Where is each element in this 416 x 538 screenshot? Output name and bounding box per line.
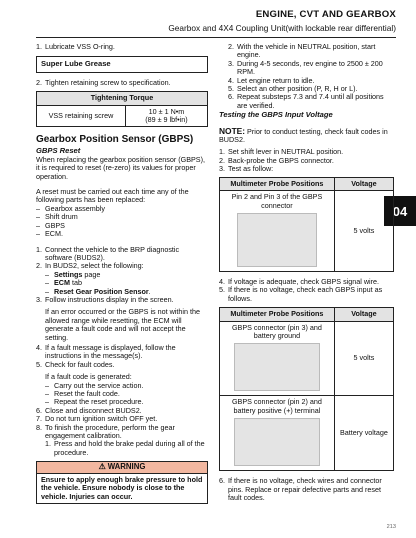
probe-table-2 [219, 307, 394, 471]
step-test: 3. Test as follow: [219, 164, 274, 174]
voltage-cell: 5 volts [334, 321, 393, 396]
voltage-cell: 5 volts [334, 191, 393, 272]
fault-action-item: – Reset the fault code. [45, 389, 120, 398]
probe-cell: Pin 2 and Pin 3 of the GBPS connector [220, 191, 335, 272]
torque-value: 10 ± 1 N•m (89 ± 9 lbf•in) [125, 105, 207, 127]
gbps-reset-subtitle: GBPS Reset [36, 146, 81, 156]
connector-photo [237, 213, 317, 267]
grease-box: Super Lube Grease [36, 56, 208, 72]
substep-select-position: 5. Select an other position (P, R, H or L). [228, 84, 358, 94]
right-column [219, 43, 394, 502]
connector-photo [234, 418, 320, 466]
torque-header: Tightening Torque [37, 92, 208, 105]
section-subtitle: Gearbox and 4X4 Coupling Unit(with lockable rear differential) [168, 23, 396, 33]
step-check-wires: 6. If there is no voltage, check wires and connector pins. Replace or repair defective parts and reset fault codes. [219, 476, 382, 502]
probe-positions-header: Multimeter Probe Positions [220, 308, 335, 321]
substep-repeat: 6. Repeat substeps 7.3 and 7.4 until all positions are verified. [228, 92, 384, 110]
test-gbps-title: Testing the GBPS Input Voltage [219, 110, 333, 120]
error-note: If an error occurred or the GBPS is not within the allowed range while resetting, the ECM will generate a fault code and will not accept the setting. [45, 307, 201, 342]
step-connect: 1. Connect the vehicle to the BRP diagnostic software (BUDS2). [36, 244, 180, 262]
probe-cell: GBPS connector (pin 3) and battery ground [220, 321, 335, 396]
selection-item: – ECM tab [45, 278, 82, 288]
step-ignition: 7. Do not turn ignition switch OFF yet. [36, 414, 158, 424]
header-rule [36, 37, 396, 38]
step-check-inputs: 5. If there is no voltage, check each GBPS input as follows. [219, 285, 383, 303]
chapter-title: ENGINE, CVT AND GEARBOX [255, 9, 396, 20]
step-back-probe: 2. Back-probe the GBPS connector. [219, 155, 334, 165]
part-item: – GBPS [36, 220, 65, 230]
step-close-buds: 6. Close and disconnect BUDS2. [36, 405, 142, 415]
torque-table [36, 91, 208, 127]
step-fault-message: 4. If a fault message is displayed, follow the instructions in the message(s). [36, 342, 176, 361]
reset-parts-intro: A reset must be carried out each time any of the following parts has been replaced: [36, 187, 189, 205]
selection-item: – Reset Gear Position Sensor. [45, 286, 151, 296]
page-number: 213 [386, 524, 396, 530]
gbps-section-title: Gearbox Position Sensor (GBPS) [36, 134, 194, 146]
substep-start-engine: 2. With the vehicle in NEUTRAL position, start engine. [228, 42, 376, 60]
probe-cell: GBPS connector (pin 2) and battery positive (+) terminal [220, 396, 335, 471]
step-tighten: 2. Tighten retaining screw to specification. [36, 77, 171, 87]
step-signal-wire: 4. If voltage is adequate, check GBPS signal wire. [219, 276, 380, 286]
fault-code-intro: If a fault code is generated: [45, 372, 132, 382]
substep-rev-engine: 3. During 4-5 seconds, rev engine to 2500 ± 200 RPM. [228, 58, 383, 77]
step-select: 2. In BUDS2, select the following: [36, 261, 144, 271]
chapter-tab: 04 [384, 196, 416, 226]
step-check-faults: 5. Check for fault codes. [36, 359, 115, 369]
warning-body: Ensure to apply enough brake pressure to hold the vehicle. Ensure nobody is close to the vehicle. Injuries can occur. [36, 474, 208, 505]
warning-header: ⚠ WARNING [36, 461, 208, 473]
part-item: – Shift drum [36, 212, 78, 222]
voltage-header: Voltage [334, 177, 393, 190]
connector-photo [234, 343, 320, 391]
part-item: – ECM. [36, 229, 63, 239]
note: NOTE: Prior to conduct testing, check fault codes in BUDS2. [219, 125, 388, 145]
probe-table-1 [219, 177, 394, 272]
torque-label: VSS retaining screw [37, 105, 126, 127]
substep-brake: 1. Press and hold the brake pedal during all of the procedure. [45, 439, 205, 457]
voltage-header: Voltage [334, 308, 393, 321]
probe-positions-header: Multimeter Probe Positions [220, 177, 335, 190]
voltage-cell: Battery voltage [334, 396, 393, 471]
fault-action-item: – Repeat the reset procedure. [45, 397, 144, 407]
fault-action-item: – Carry out the service action. [45, 380, 144, 390]
substep-idle: 4. Let engine return to idle. [228, 75, 315, 85]
left-column [36, 43, 208, 504]
step-shift-neutral: 1. Set shift lever in NEUTRAL position. [219, 147, 344, 157]
step-lubricate: 1. Lubricate VSS O-ring. [36, 42, 115, 51]
step-calibration: 8. To finish the procedure, perform the gear engagement calibration. [36, 422, 175, 441]
part-item: – Gearbox assembly [36, 203, 105, 213]
reset-intro: When replacing the gearbox position sensor (GBPS), it is required to reset (re-zero) its values for proper operation. [36, 154, 205, 181]
selection-item: – Settings page [45, 269, 101, 279]
step-follow: 3. Follow instructions display in the screen. [36, 294, 174, 304]
